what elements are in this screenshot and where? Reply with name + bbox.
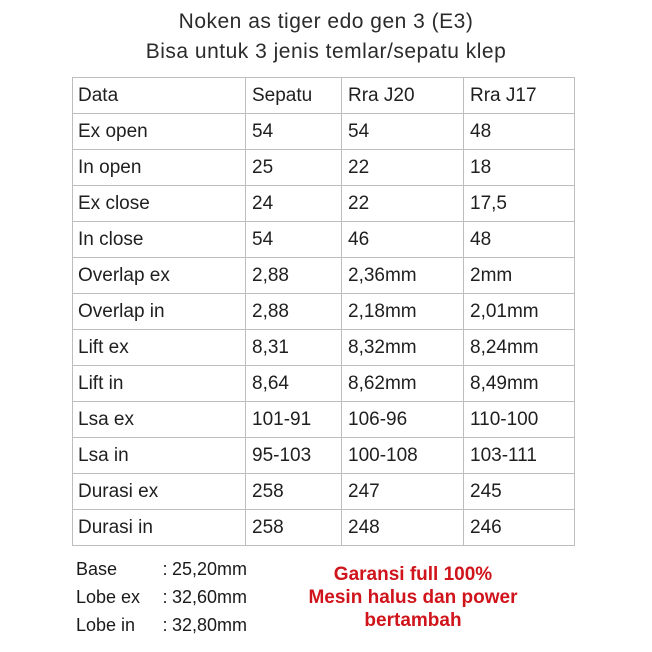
table-header-cell: Rra J17 [464,78,575,114]
table-cell: 106-96 [342,402,464,438]
spec-value: 32,80mm [172,615,248,635]
promo-line-3: bertambah [364,610,462,631]
table-cell: 17,5 [464,186,575,222]
table-cell: 258 [246,510,342,546]
spec-label: Lobe in [76,615,136,635]
table-header-cell: Rra J20 [342,78,464,114]
spec-table [72,77,575,546]
spec-row-base [76,555,247,583]
table-row [73,150,575,186]
row-label-cell: Lsa in [73,438,246,474]
table-cell: 8,31 [246,330,342,366]
table-cell: 100-108 [342,438,464,474]
table-cell: 110-100 [464,402,575,438]
table-row [73,330,575,366]
table-cell: 95-103 [246,438,342,474]
promo-line-2: Mesin halus dan power [308,587,518,608]
table-cell: 8,64 [246,366,342,402]
row-label-cell: Overlap ex [73,258,246,294]
table-cell: 2,18mm [342,294,464,330]
spec-value: 32,60mm [172,587,248,607]
table-row [73,402,575,438]
table-cell: 48 [464,114,575,150]
table-cell: 46 [342,222,464,258]
table-cell: 2mm [464,258,575,294]
spec-label: Base [76,559,118,579]
table-header-row [73,78,575,114]
row-label-cell: Durasi ex [73,474,246,510]
table-cell: 258 [246,474,342,510]
row-label-cell: Lift ex [73,330,246,366]
table-cell: 245 [464,474,575,510]
table-cell: 2,88 [246,258,342,294]
table-cell: 8,49mm [464,366,575,402]
spec-label: Lobe ex [76,587,141,607]
table-cell: 22 [342,186,464,222]
table-row [73,222,575,258]
table-header-cell: Data [73,78,246,114]
table-cell: 54 [342,114,464,150]
table-cell: 8,62mm [342,366,464,402]
table-row [73,294,575,330]
table-cell: 25 [246,150,342,186]
spec-separator: : [162,615,168,635]
row-label-cell: Ex close [73,186,246,222]
table-row [73,438,575,474]
row-label-cell: Lsa ex [73,402,246,438]
row-label-cell: In close [73,222,246,258]
table-cell: 101-91 [246,402,342,438]
row-label-cell: Durasi in [73,510,246,546]
row-label-cell: Overlap in [73,294,246,330]
spec-separator: : [162,559,168,579]
spec-value: 25,20mm [172,559,248,579]
table-cell: 103-111 [464,438,575,474]
table-cell: 246 [464,510,575,546]
table-cell: 247 [342,474,464,510]
table-header-cell: Sepatu [246,78,342,114]
row-label-cell: In open [73,150,246,186]
specs-list [76,555,247,639]
spec-row-lobe-in [76,611,247,639]
table-cell: 2,01mm [464,294,575,330]
table-cell: 2,36mm [342,258,464,294]
table-cell: 54 [246,222,342,258]
table-cell: 8,24mm [464,330,575,366]
table-row [73,258,575,294]
table-cell: 2,88 [246,294,342,330]
row-label-cell: Lift in [73,366,246,402]
spec-separator: : [162,587,168,607]
table-cell: 248 [342,510,464,546]
title-line-2: Bisa untuk 3 jenis temlar/sepatu klep [145,40,507,63]
table-cell: 48 [464,222,575,258]
spec-table-body [73,78,575,546]
spec-row-lobe-ex [76,583,247,611]
table-row [73,510,575,546]
promo-text [275,563,551,632]
table-row [73,186,575,222]
table-cell: 8,32mm [342,330,464,366]
table-row [73,114,575,150]
title-line-1: Noken as tiger edo gen 3 (E3) [178,10,474,33]
table-row [73,474,575,510]
table-cell: 54 [246,114,342,150]
table-cell: 24 [246,186,342,222]
table-row [73,366,575,402]
promo-line-1: Garansi full 100% [333,564,493,585]
table-cell: 22 [342,150,464,186]
table-cell: 18 [464,150,575,186]
row-label-cell: Ex open [73,114,246,150]
